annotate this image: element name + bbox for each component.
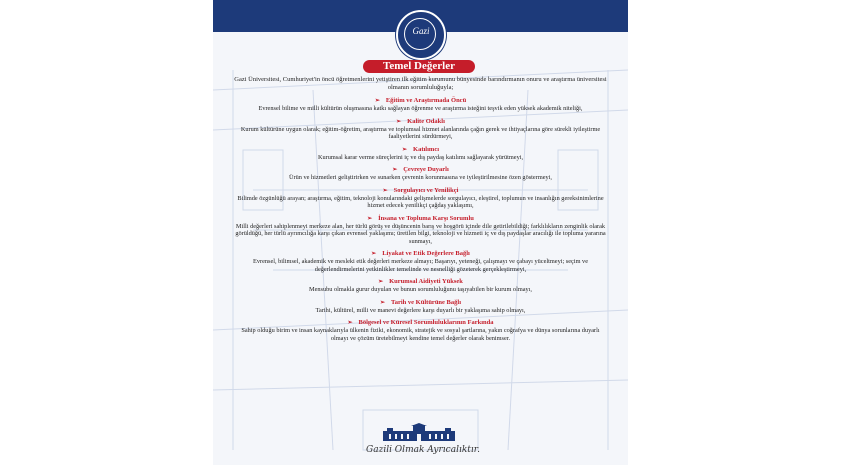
value-item (233, 118, 608, 141)
value-item (233, 97, 608, 113)
arrow-icon: ➢ (367, 215, 373, 222)
value-description: Evrensel, bilimsel, akademik ve mesleki etik değerleri merkeze almayı; Başarıyı, yeteneği, çalışmayı ve çabayı yüceltmeyi; seçim ve değerlendirmelerini yetkinlikler temelinde ve nesnelliği gözeterek gerçekleştirmeyi, (252, 258, 588, 273)
university-seal (396, 10, 446, 60)
value-description: Mensubu olmakla gurur duyulan ve bunun sorumluluğunu taşıyabilen bir kurum olmayı, (309, 286, 532, 293)
value-item (233, 166, 608, 182)
arrow-icon: ➢ (371, 251, 377, 257)
arrow-icon: ➢ (374, 98, 380, 104)
value-item (233, 215, 608, 246)
value-item (233, 299, 608, 315)
page-title: Temel Değerler (363, 60, 475, 73)
value-title: Kalite Odaklı (407, 117, 445, 125)
value-item (233, 146, 608, 162)
seal-text: Gazi (412, 26, 430, 36)
arrow-icon: ➢ (392, 167, 398, 173)
value-title: Eğitim ve Araştırmada Öncü (385, 97, 467, 104)
arrow-icon: ➢ (347, 320, 353, 326)
intro-text: Gazi Üniversitesi, Cumhuriyet'in öncü öğretmenlerini yetiştiren ilk eğitim kurumunu bünyesinde barındırmanın onuru ve araştırma üniversitesi olmanın sorumluluğuyla; (234, 76, 607, 91)
value-description: Kurumsal karar verme süreçlerini iç ve dış paydaş katılımı sağlayarak yürütmeyi, (317, 153, 524, 161)
value-description: Evrensel bilime ve milli kültürün oluşmasına katkı sağlayan öğrenme ve araştırma isteğini teşvik eden yüksek akademik niteliği, (258, 105, 583, 112)
value-item (233, 278, 608, 294)
value-title: Katılımcı (413, 145, 440, 153)
value-item (233, 187, 608, 210)
value-description: Sahip olduğu birim ve insan kaynaklarıyla ülkenin fiziki, ekonomik, stratejik ve sosyal şartlarına, yakın coğrafya ve dünya sorunlarına duyarlı olmayı ve çözüm üretebilmeyi kendine temel değerler olarak benimser. (241, 327, 600, 342)
value-description: Bilimde özgünlüğü arayan; araştırma, eğitim, teknoloji konularındaki gelişmelerde sorgulayıcı, eleştirel, toplumun ve insanlığın gereksinimlerine hizmet edecek yenilikçi çağdaş yaklaşımı, (237, 194, 604, 209)
arrow-icon: ➢ (378, 279, 384, 285)
value-description: Kurum kültürüne uygun olarak; eğitim-öğretim, araştırma ve toplumsal hizmet alanlarında çağın gerek ve ihtiyaçlarına göre sürekli iyileştirme faaliyetlerini sürdürmeyi, (240, 125, 601, 140)
signature-slogan: Gazili Olmak Ayrıcalıktır. (366, 445, 480, 455)
value-title: Bölgesel ve Küresel Sorumluluklarının Farkında (358, 319, 494, 326)
value-description: Tarihi, kültürel, milli ve manevi değerlere karşı duyarlı bir yaklaşıma sahip olmayı, (315, 306, 526, 314)
value-title: Tarih ve Kültürüne Bağlı (391, 298, 462, 306)
arrow-icon: ➢ (382, 187, 388, 194)
value-title: Kurumsal Aidiyeti Yüksek (389, 278, 463, 285)
arrow-icon: ➢ (401, 146, 408, 153)
poster (213, 0, 628, 465)
values-content (233, 76, 608, 347)
value-title: İnsana ve Topluma Karşı Sorumlu (378, 214, 474, 222)
value-title: Çevreye Duyarlı (403, 166, 449, 173)
value-description: Milli değerleri sahiplenmeyi merkeze alan, her türlü görüş ve düşüncenin barış ve hoşgörü içinde dile getirilebildiği; farklılıkların zenginlik olarak görüldüğü, her türlü ayrımcılığa karşı çıkan evrensel yaklaşımı; üretilen bilgi, teknoloji ve hizmeti iç ve dış paydaşlar aracılığı ile topluma yararına sunmayı, (235, 222, 606, 245)
value-title: Liyakat ve Etik Değerlere Bağlı (382, 250, 470, 257)
value-description: Ürün ve hizmetleri geliştirirken ve sunarken çevrenin korunmasına ve iyileştirilmesine özen göstermeyi, (289, 174, 552, 181)
value-title: Sorgulayıcı ve Yenilikçi (393, 186, 459, 194)
arrow-icon: ➢ (396, 118, 402, 125)
value-item (233, 250, 608, 273)
building-icon (383, 423, 455, 441)
value-item (233, 319, 608, 342)
arrow-icon: ➢ (379, 299, 385, 306)
